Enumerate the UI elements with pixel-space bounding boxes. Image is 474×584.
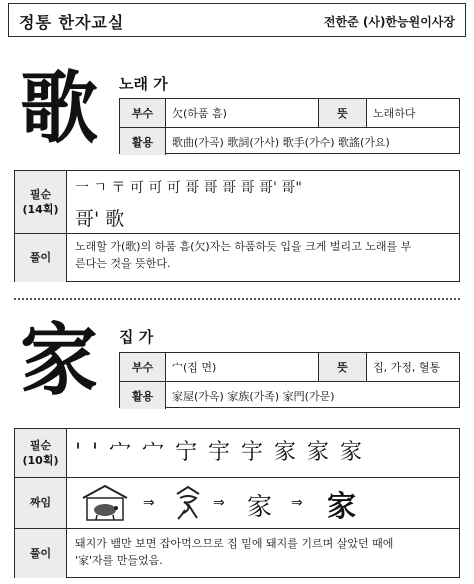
table-row bbox=[120, 127, 459, 155]
busu-value: 欠(하품 흠) bbox=[165, 99, 318, 127]
busu-label: 부수 bbox=[120, 353, 165, 381]
stroke-sequence-row1: ' ' 宀 宀 宁 宇 宇 家 家 家 bbox=[75, 440, 365, 465]
divider-line bbox=[15, 477, 459, 478]
strokes-label-text: 필순 bbox=[29, 187, 52, 201]
puri-line: 른다는 것을 뜻한다. bbox=[75, 257, 171, 270]
stroke-order-box bbox=[14, 170, 460, 282]
hanja-meaning: 노래 가 bbox=[119, 75, 168, 93]
puri-line: 돼지가 뱀만 보면 잡아먹으므로 집 밑에 돼지를 기르며 살았던 때에 bbox=[75, 537, 394, 550]
section-divider bbox=[14, 298, 460, 300]
strokes-label bbox=[15, 429, 67, 477]
seal-script-glyph-icon bbox=[173, 484, 203, 522]
divider-line bbox=[15, 233, 459, 234]
busu-label: 부수 bbox=[120, 99, 165, 127]
arrow-right-icon: ⇒ bbox=[213, 495, 225, 511]
puri-label: 풀이 bbox=[15, 234, 67, 282]
ddeut-label: 뜻 bbox=[318, 353, 366, 381]
strokes-count: (14획) bbox=[22, 203, 59, 216]
table-row bbox=[120, 99, 459, 127]
column-title: 정통 한자교실 bbox=[19, 13, 125, 32]
puri-text bbox=[75, 238, 411, 272]
pig-house-pictograph-icon bbox=[79, 482, 131, 524]
arrow-right-icon: ⇒ bbox=[143, 495, 155, 511]
hwalyong-value: 歌曲(가곡) 歌詞(가사) 歌手(가수) 歌謠(가요) bbox=[165, 128, 459, 155]
hwalyong-value: 家屋(가옥) 家族(가족) 家門(가문) bbox=[165, 382, 459, 409]
column-header bbox=[8, 3, 466, 37]
strokes-label-text: 필순 bbox=[29, 438, 52, 452]
ddeut-label: 뜻 bbox=[318, 99, 366, 127]
evolution-stage-seal: 家 bbox=[247, 492, 273, 521]
ddeut-value: 노래하다 bbox=[366, 99, 459, 127]
puri-line: 노래할 가(歌)의 하품 흠(欠)자는 하품하듯 입을 크게 벌리고 노래를 부 bbox=[75, 240, 412, 253]
hanja-character: 歌 bbox=[20, 63, 99, 154]
evolution-stage-modern: 家 bbox=[327, 489, 357, 523]
info-table bbox=[119, 352, 460, 408]
hwalyong-label: 활용 bbox=[120, 382, 165, 409]
hwalyong-label: 활용 bbox=[120, 128, 165, 155]
strokes-label bbox=[15, 171, 67, 233]
stroke-sequence-row1: 一 ㄱ 〒 可 可 可 哥 哥 哥 哥 哥' 哥" bbox=[75, 180, 302, 196]
ddeut-value: 집, 가정, 혈통 bbox=[366, 353, 459, 381]
strokes-count: (10획) bbox=[22, 454, 59, 467]
hanja-meaning: 집 가 bbox=[119, 328, 154, 346]
busu-value: 宀(집 면) bbox=[165, 353, 318, 381]
column-author: 전한준 (사)한능원이사장 bbox=[323, 15, 455, 29]
stroke-sequence-row2: 哥' 歌 bbox=[75, 208, 125, 230]
stroke-order-box bbox=[14, 428, 460, 578]
table-row bbox=[120, 353, 459, 381]
puri-text bbox=[75, 535, 393, 569]
table-row bbox=[120, 381, 459, 409]
hanja-character: 家 bbox=[20, 315, 99, 406]
puri-label: 풀이 bbox=[15, 529, 67, 578]
puri-line: '家'자를 만들었음. bbox=[75, 554, 163, 567]
arrow-right-icon: ⇒ bbox=[291, 495, 303, 511]
jaim-label: 짜임 bbox=[15, 478, 67, 528]
divider-line bbox=[15, 528, 459, 529]
info-table bbox=[119, 98, 460, 154]
